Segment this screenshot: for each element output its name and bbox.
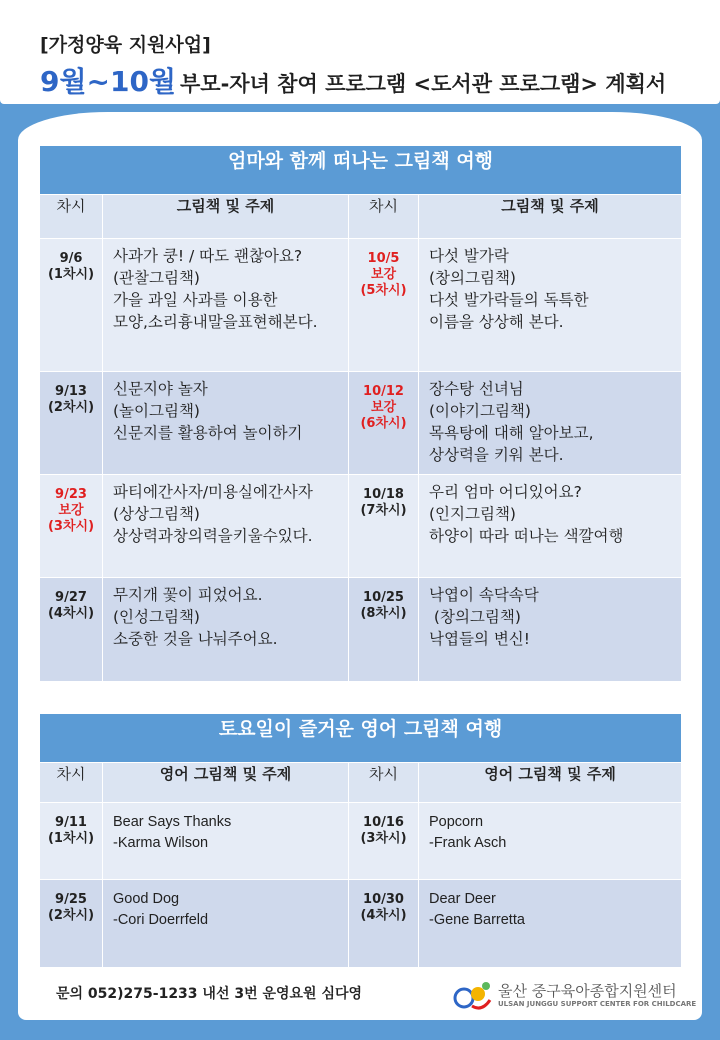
topic-line: (이야기그림책)	[429, 402, 531, 420]
topic-line: (관찰그림책)	[113, 269, 200, 287]
korean-program-title: 엄마와 함께 떠나는 그림책 여행	[40, 146, 682, 195]
topic-line: Dear Deer	[429, 891, 496, 907]
topic-cell	[103, 372, 349, 475]
topic-line: 낙엽들의 변신!	[429, 630, 530, 648]
session-cell	[349, 475, 419, 578]
session-number: (1차시)	[47, 831, 95, 846]
col-topic-header: 영어 그림책 및 주제	[103, 763, 349, 803]
topic-line: -Frank Asch	[429, 835, 507, 851]
session-date: 10/5	[367, 251, 400, 266]
session-date: 9/13	[55, 384, 87, 399]
topic-line: (인지그림책)	[429, 505, 516, 523]
topic-cell	[103, 239, 349, 372]
topic-line: (창의그림책)	[429, 608, 521, 626]
session-cell	[40, 578, 103, 682]
korean-program-table	[39, 145, 682, 682]
session-cell	[40, 880, 103, 968]
table-row	[40, 578, 682, 682]
session-cell	[349, 372, 419, 475]
topic-line: 파티에간사자/미용실에간사자	[113, 483, 313, 501]
topic-cell	[419, 475, 682, 578]
topic-line: Good Dog	[113, 891, 180, 907]
session-number: (6차시)	[360, 416, 407, 431]
table-row	[40, 239, 682, 372]
col-topic-header: 그림책 및 주제	[419, 195, 682, 239]
makeup-label: 보강	[370, 400, 397, 415]
topic-line: 소중한 것을 나눠주어요.	[113, 630, 278, 648]
session-number: (2차시)	[47, 400, 95, 415]
makeup-label: 보강	[370, 267, 397, 282]
session-date: 9/11	[55, 815, 87, 830]
org-name: 울산 중구육아종합지원센터	[498, 982, 677, 1000]
topic-cell	[103, 803, 349, 880]
session-cell	[349, 239, 419, 372]
session-date: 9/23	[55, 487, 87, 502]
org-name-en: ULSAN JUNGGU SUPPORT CENTER FOR CHILDCARE	[498, 1000, 697, 1008]
col-session-header: 차시	[40, 195, 103, 239]
topic-line: 목욕탕에 대해 알아보고,	[429, 424, 594, 442]
topic-cell	[419, 880, 682, 968]
topic-line: 가을 과일 사과를 이용한	[113, 291, 278, 309]
table-row	[40, 475, 682, 578]
topic-line: Bear Says Thanks	[113, 814, 232, 830]
session-number: (4차시)	[360, 908, 407, 923]
topic-line: (놀이그림책)	[113, 402, 200, 420]
english-program-title: 토요일이 즐거운 영어 그림책 여행	[40, 714, 682, 763]
col-session-header: 차시	[349, 195, 419, 239]
page-title	[40, 60, 666, 100]
topic-line: 모양,소리흉내말을표현해본다.	[113, 313, 318, 331]
topic-cell	[419, 239, 682, 372]
session-date: 10/25	[363, 590, 404, 605]
topic-line: -Cori Doerrfeld	[113, 912, 209, 928]
session-date: 10/12	[363, 384, 404, 399]
topic-line: 장수탕 선녀님	[429, 380, 524, 398]
col-session-header: 차시	[40, 763, 103, 803]
session-number: (7차시)	[360, 503, 407, 518]
session-date: 9/27	[55, 590, 87, 605]
session-date: 10/30	[363, 892, 404, 907]
col-topic-header: 영어 그림책 및 주제	[419, 763, 682, 803]
table-row	[40, 803, 682, 880]
session-cell	[349, 578, 419, 682]
topic-line: 신문지야 놀자	[113, 380, 208, 398]
topic-line: 이름을 상상해 본다.	[429, 313, 564, 331]
topic-cell	[419, 372, 682, 475]
session-number: (4차시)	[47, 606, 95, 621]
session-number: (5차시)	[360, 283, 407, 298]
org-logo	[452, 978, 697, 1014]
topic-line: 낙엽이 속닥속닥	[429, 586, 539, 604]
session-cell	[349, 803, 419, 880]
session-number: (3차시)	[360, 831, 407, 846]
topic-cell	[103, 880, 349, 968]
topic-cell	[103, 475, 349, 578]
session-date: 9/6	[59, 251, 83, 266]
header	[0, 0, 720, 104]
topic-line: Popcorn	[429, 814, 484, 830]
session-cell	[40, 803, 103, 880]
topic-line: 신문지를 활용하여 놀이하기	[113, 424, 303, 442]
title-text: 부모-자녀 참여 프로그램 <도서관 프로그램> 계획서	[180, 72, 667, 96]
org-logo-icon	[452, 978, 494, 1014]
topic-line: -Gene Barretta	[429, 912, 525, 928]
topic-line: 다섯 발가락들의 독특한	[429, 291, 589, 309]
program-category: [가정양육 지원사업]	[40, 34, 211, 56]
session-number: (3차시)	[47, 519, 95, 534]
topic-line: (창의그림책)	[429, 269, 516, 287]
topic-line: 사과가 쿵! / 따도 괜찮아요?	[113, 247, 303, 265]
topic-cell	[103, 578, 349, 682]
col-topic-header: 그림책 및 주제	[103, 195, 349, 239]
table-row	[40, 372, 682, 475]
topic-cell	[419, 803, 682, 880]
session-number: (2차시)	[47, 908, 95, 923]
topic-line: (상상그림책)	[113, 505, 200, 523]
session-date: 10/18	[363, 487, 404, 502]
topic-line: 상상력과창의력을키울수있다.	[113, 527, 313, 545]
english-program-table	[39, 713, 682, 968]
topic-line: 상상력을 키워 본다.	[429, 446, 564, 464]
session-number: (1차시)	[47, 267, 95, 282]
session-cell	[349, 880, 419, 968]
session-cell	[40, 475, 103, 578]
session-number: (8차시)	[360, 606, 407, 621]
topic-cell	[419, 578, 682, 682]
session-cell	[40, 372, 103, 475]
contact-info: 문의 052)275-1233 내선 3번 운영요원 심다영	[56, 986, 363, 1002]
date-range: 9월~10월	[40, 65, 177, 98]
topic-line: 무지개 꽃이 피었어요.	[113, 586, 263, 604]
makeup-label: 보강	[58, 503, 84, 518]
table-row	[40, 880, 682, 968]
session-date: 9/25	[55, 892, 87, 907]
session-date: 10/16	[363, 815, 404, 830]
col-session-header: 차시	[349, 763, 419, 803]
session-cell	[40, 239, 103, 372]
topic-line: 하양이 따라 떠나는 색깔여행	[429, 527, 624, 545]
topic-line: 우리 엄마 어디있어요?	[429, 483, 582, 501]
topic-line: (인성그림책)	[113, 608, 200, 626]
topic-line: -Karma Wilson	[113, 835, 209, 851]
topic-line: 다섯 발가락	[429, 247, 509, 265]
